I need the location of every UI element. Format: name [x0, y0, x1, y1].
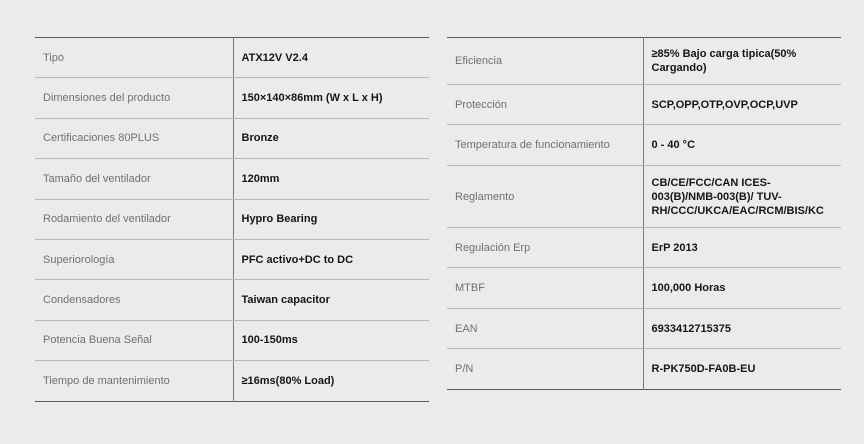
- spec-value: ≥85% Bajo carga tipica(50% Cargando): [643, 38, 841, 85]
- spec-label: Certificaciones 80PLUS: [35, 118, 233, 158]
- spec-label: Rodamiento del ventilador: [35, 199, 233, 239]
- spec-value: 150×140×86mm (W x L x H): [233, 78, 429, 118]
- spec-value: ≥16ms(80% Load): [233, 361, 429, 401]
- table-row: [447, 268, 841, 309]
- spec-label: Condensadores: [35, 280, 233, 320]
- spec-value: 100,000 Horas: [643, 268, 841, 309]
- spec-table-right: [447, 37, 841, 390]
- spec-value: Taiwan capacitor: [233, 280, 429, 320]
- table-row: [35, 280, 429, 320]
- table-row: [447, 125, 841, 166]
- spec-value: 120mm: [233, 159, 429, 199]
- spec-table-left: [35, 37, 429, 402]
- table-row: [35, 118, 429, 158]
- spec-value: ATX12V V2.4: [233, 38, 429, 78]
- table-row: [447, 38, 841, 85]
- spec-value: 100-150ms: [233, 320, 429, 360]
- spec-label: Eficiencia: [447, 38, 643, 85]
- table-row: [35, 320, 429, 360]
- spec-value: PFC activo+DC to DC: [233, 239, 429, 279]
- table-row: [35, 38, 429, 78]
- spec-value: Bronze: [233, 118, 429, 158]
- spec-value: R-PK750D-FA0B-EU: [643, 349, 841, 390]
- spec-label: Temperatura de funcionamiento: [447, 125, 643, 166]
- spec-label: Tamaño del ventilador: [35, 159, 233, 199]
- spec-label: Dimensiones del producto: [35, 78, 233, 118]
- spec-label: Tipo: [35, 38, 233, 78]
- table-row: [447, 349, 841, 390]
- spec-label: Reglamento: [447, 166, 643, 228]
- spec-label: P/N: [455, 363, 474, 375]
- spec-value: CB/CE/FCC/CAN ICES-003(B)/NMB-003(B)/ TUV-RH/CCC/UKCA/EAC/RCM/BIS/KC: [643, 166, 841, 228]
- table-row: [35, 159, 429, 199]
- table-row: [35, 239, 429, 279]
- spec-value: 0 - 40 °C: [643, 125, 841, 166]
- spec-label: EAN: [447, 309, 643, 349]
- spec-value: ErP 2013: [643, 228, 841, 268]
- table-row: [447, 166, 841, 228]
- spec-label: Regulación Erp: [447, 228, 643, 268]
- spec-label: Superiorología: [35, 239, 233, 279]
- spec-label: Protección: [447, 85, 643, 125]
- spec-value: SCP,OPP,OTP,OVP,OCP,UVP: [643, 85, 841, 125]
- spec-value: Hypro Bearing: [233, 199, 429, 239]
- table-row: [35, 199, 429, 239]
- spec-label: Potencia Buena Señal: [35, 320, 233, 360]
- spec-value: 6933412715375: [643, 309, 841, 349]
- table-row: [447, 228, 841, 268]
- table-row: [35, 78, 429, 118]
- table-row: [35, 361, 429, 401]
- table-row: [447, 309, 841, 349]
- table-row: [447, 85, 841, 125]
- spec-label: Tiempo de mantenimiento: [43, 374, 170, 387]
- spec-label: MTBF: [447, 268, 643, 309]
